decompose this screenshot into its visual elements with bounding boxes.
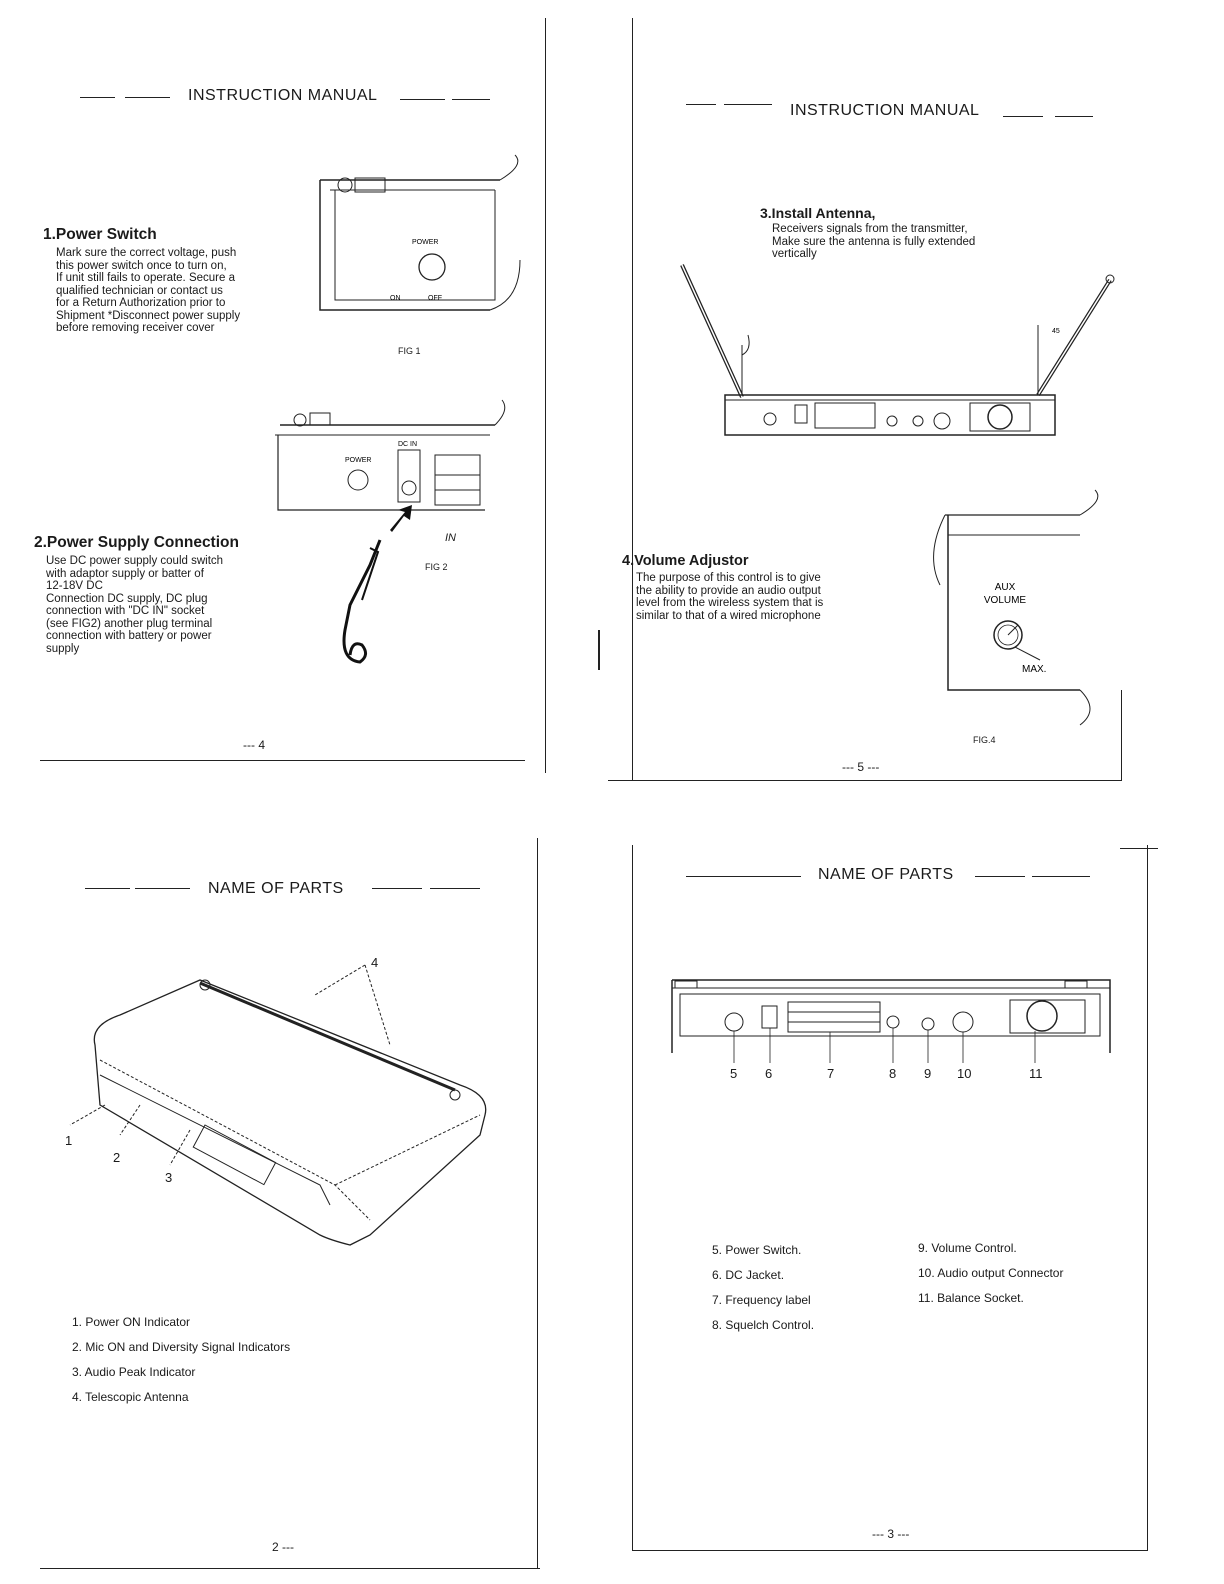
figure-label: FIG 2 [425, 562, 448, 572]
section-body: Receivers signals from the transmitter, Make sure the antenna is fully extended vertically [772, 223, 976, 260]
page-border [40, 1568, 540, 1569]
header-rule [724, 104, 772, 105]
list-item: 8. Squelch Control. [712, 1318, 815, 1332]
callout-1: 1 [65, 1133, 73, 1148]
svg-text:POWER: POWER [412, 239, 439, 246]
callout-4: 4 [371, 955, 379, 970]
header-rule [1032, 876, 1090, 877]
svg-text:AUX: AUX [994, 582, 1016, 593]
section-title: 3.Install Antenna, [760, 205, 876, 221]
parts-list-right [918, 1236, 1063, 1311]
page-border [632, 845, 633, 1550]
page-border [632, 1550, 1148, 1551]
header-rule [125, 97, 170, 98]
list-item: 11. Balance Socket. [918, 1291, 1024, 1305]
section-title: 4.Volume Adjustor [622, 553, 749, 569]
header-rule [686, 876, 801, 877]
callout-10: 10 [957, 1066, 972, 1081]
section-title: 2.Power Supply Connection [34, 534, 239, 551]
page-border [1121, 690, 1122, 780]
page-header: INSTRUCTION MANUAL [790, 102, 980, 119]
header-rule [1055, 116, 1093, 117]
page-border [608, 780, 1122, 781]
page-border [1120, 848, 1158, 849]
page-header: INSTRUCTION MANUAL [188, 87, 378, 104]
page-number: --- 3 --- [872, 1527, 910, 1541]
callout-7: 7 [827, 1066, 835, 1081]
parts-list [72, 1310, 290, 1410]
parts-list-left [712, 1238, 814, 1338]
header-rule [975, 876, 1025, 877]
list-item: 1. Power ON Indicator [72, 1315, 191, 1329]
page-border [40, 760, 525, 761]
callout-3: 3 [165, 1170, 173, 1185]
svg-text:MAX.: MAX. [1022, 664, 1047, 675]
svg-text:ON: ON [390, 295, 401, 302]
page-mark [598, 630, 600, 670]
page-border [1147, 845, 1148, 1550]
callout-6: 6 [765, 1066, 773, 1081]
page-header: NAME OF PARTS [208, 880, 344, 897]
list-item: 5. Power Switch. [712, 1243, 802, 1257]
section-body: The purpose of this control is to give the ability to provide an audio output level from the wireless system that is similar to that of a wired microphone [636, 572, 824, 622]
list-item: 2. Mic ON and Diversity Signal Indicators [72, 1340, 291, 1354]
header-rule [452, 99, 490, 100]
header-rule [686, 104, 716, 105]
list-item: 7. Frequency label [712, 1293, 811, 1307]
section-body: Mark sure the correct voltage, push this power switch once to turn on, If unit still fails to operate. Secure a qualified technician or contact us for a Return Authorization prior to Shipment *Disconnect power supply before removing receiver cover [56, 247, 241, 334]
page-number: 2 --- [272, 1540, 294, 1554]
receiver-with-antennas [660, 255, 1130, 435]
header-rule [85, 888, 130, 889]
list-item: 3. Audio Peak Indicator [72, 1365, 196, 1379]
page-number: --- 4 [243, 738, 265, 752]
svg-text:OFF: OFF [428, 295, 442, 302]
list-item: 4. Telescopic Antenna [72, 1390, 189, 1404]
header-rule [400, 99, 445, 100]
list-item: 6. DC Jacket. [712, 1268, 785, 1282]
header-rule [430, 888, 480, 889]
figure-4-aux-volume [930, 495, 1100, 735]
header-rule [372, 888, 422, 889]
header-rule [1003, 116, 1043, 117]
callout-5: 5 [730, 1066, 738, 1081]
page-border [537, 838, 538, 1568]
page-border [632, 18, 633, 780]
svg-text:DC IN: DC IN [398, 441, 418, 448]
receiver-rear-panel [670, 978, 1120, 1068]
header-rule [80, 97, 115, 98]
svg-text:45: 45 [1052, 328, 1060, 335]
callout-2: 2 [113, 1150, 121, 1165]
figure-label: FIG 1 [398, 346, 421, 356]
page-header: NAME OF PARTS [818, 866, 954, 883]
svg-text:VOLUME: VOLUME [983, 595, 1027, 606]
header-rule [135, 888, 190, 889]
callout-8: 8 [889, 1066, 897, 1081]
in-label: IN [445, 532, 456, 544]
figure-2-power-supply [270, 400, 500, 690]
page-number: --- 5 --- [842, 760, 880, 774]
list-item: 10. Audio output Connector [918, 1266, 1064, 1280]
callout-11: 11 [1029, 1066, 1043, 1081]
page-border [545, 18, 546, 773]
list-item: 9. Volume Control. [918, 1241, 1017, 1255]
figure-label: FIG.4 [973, 735, 996, 745]
callout-9: 9 [924, 1066, 932, 1081]
svg-text:POWER: POWER [345, 457, 372, 464]
section-body: Use DC power supply could switch with adaptor supply or batter of 12-18V DC Connection DC supply, DC plug connection with "DC IN" socket (see FIG2) another plug terminal connection with battery or power supply [46, 555, 224, 655]
figure-1-power-switch [310, 160, 530, 320]
receiver-isometric [60, 955, 500, 1255]
section-title: 1.Power Switch [43, 226, 157, 243]
